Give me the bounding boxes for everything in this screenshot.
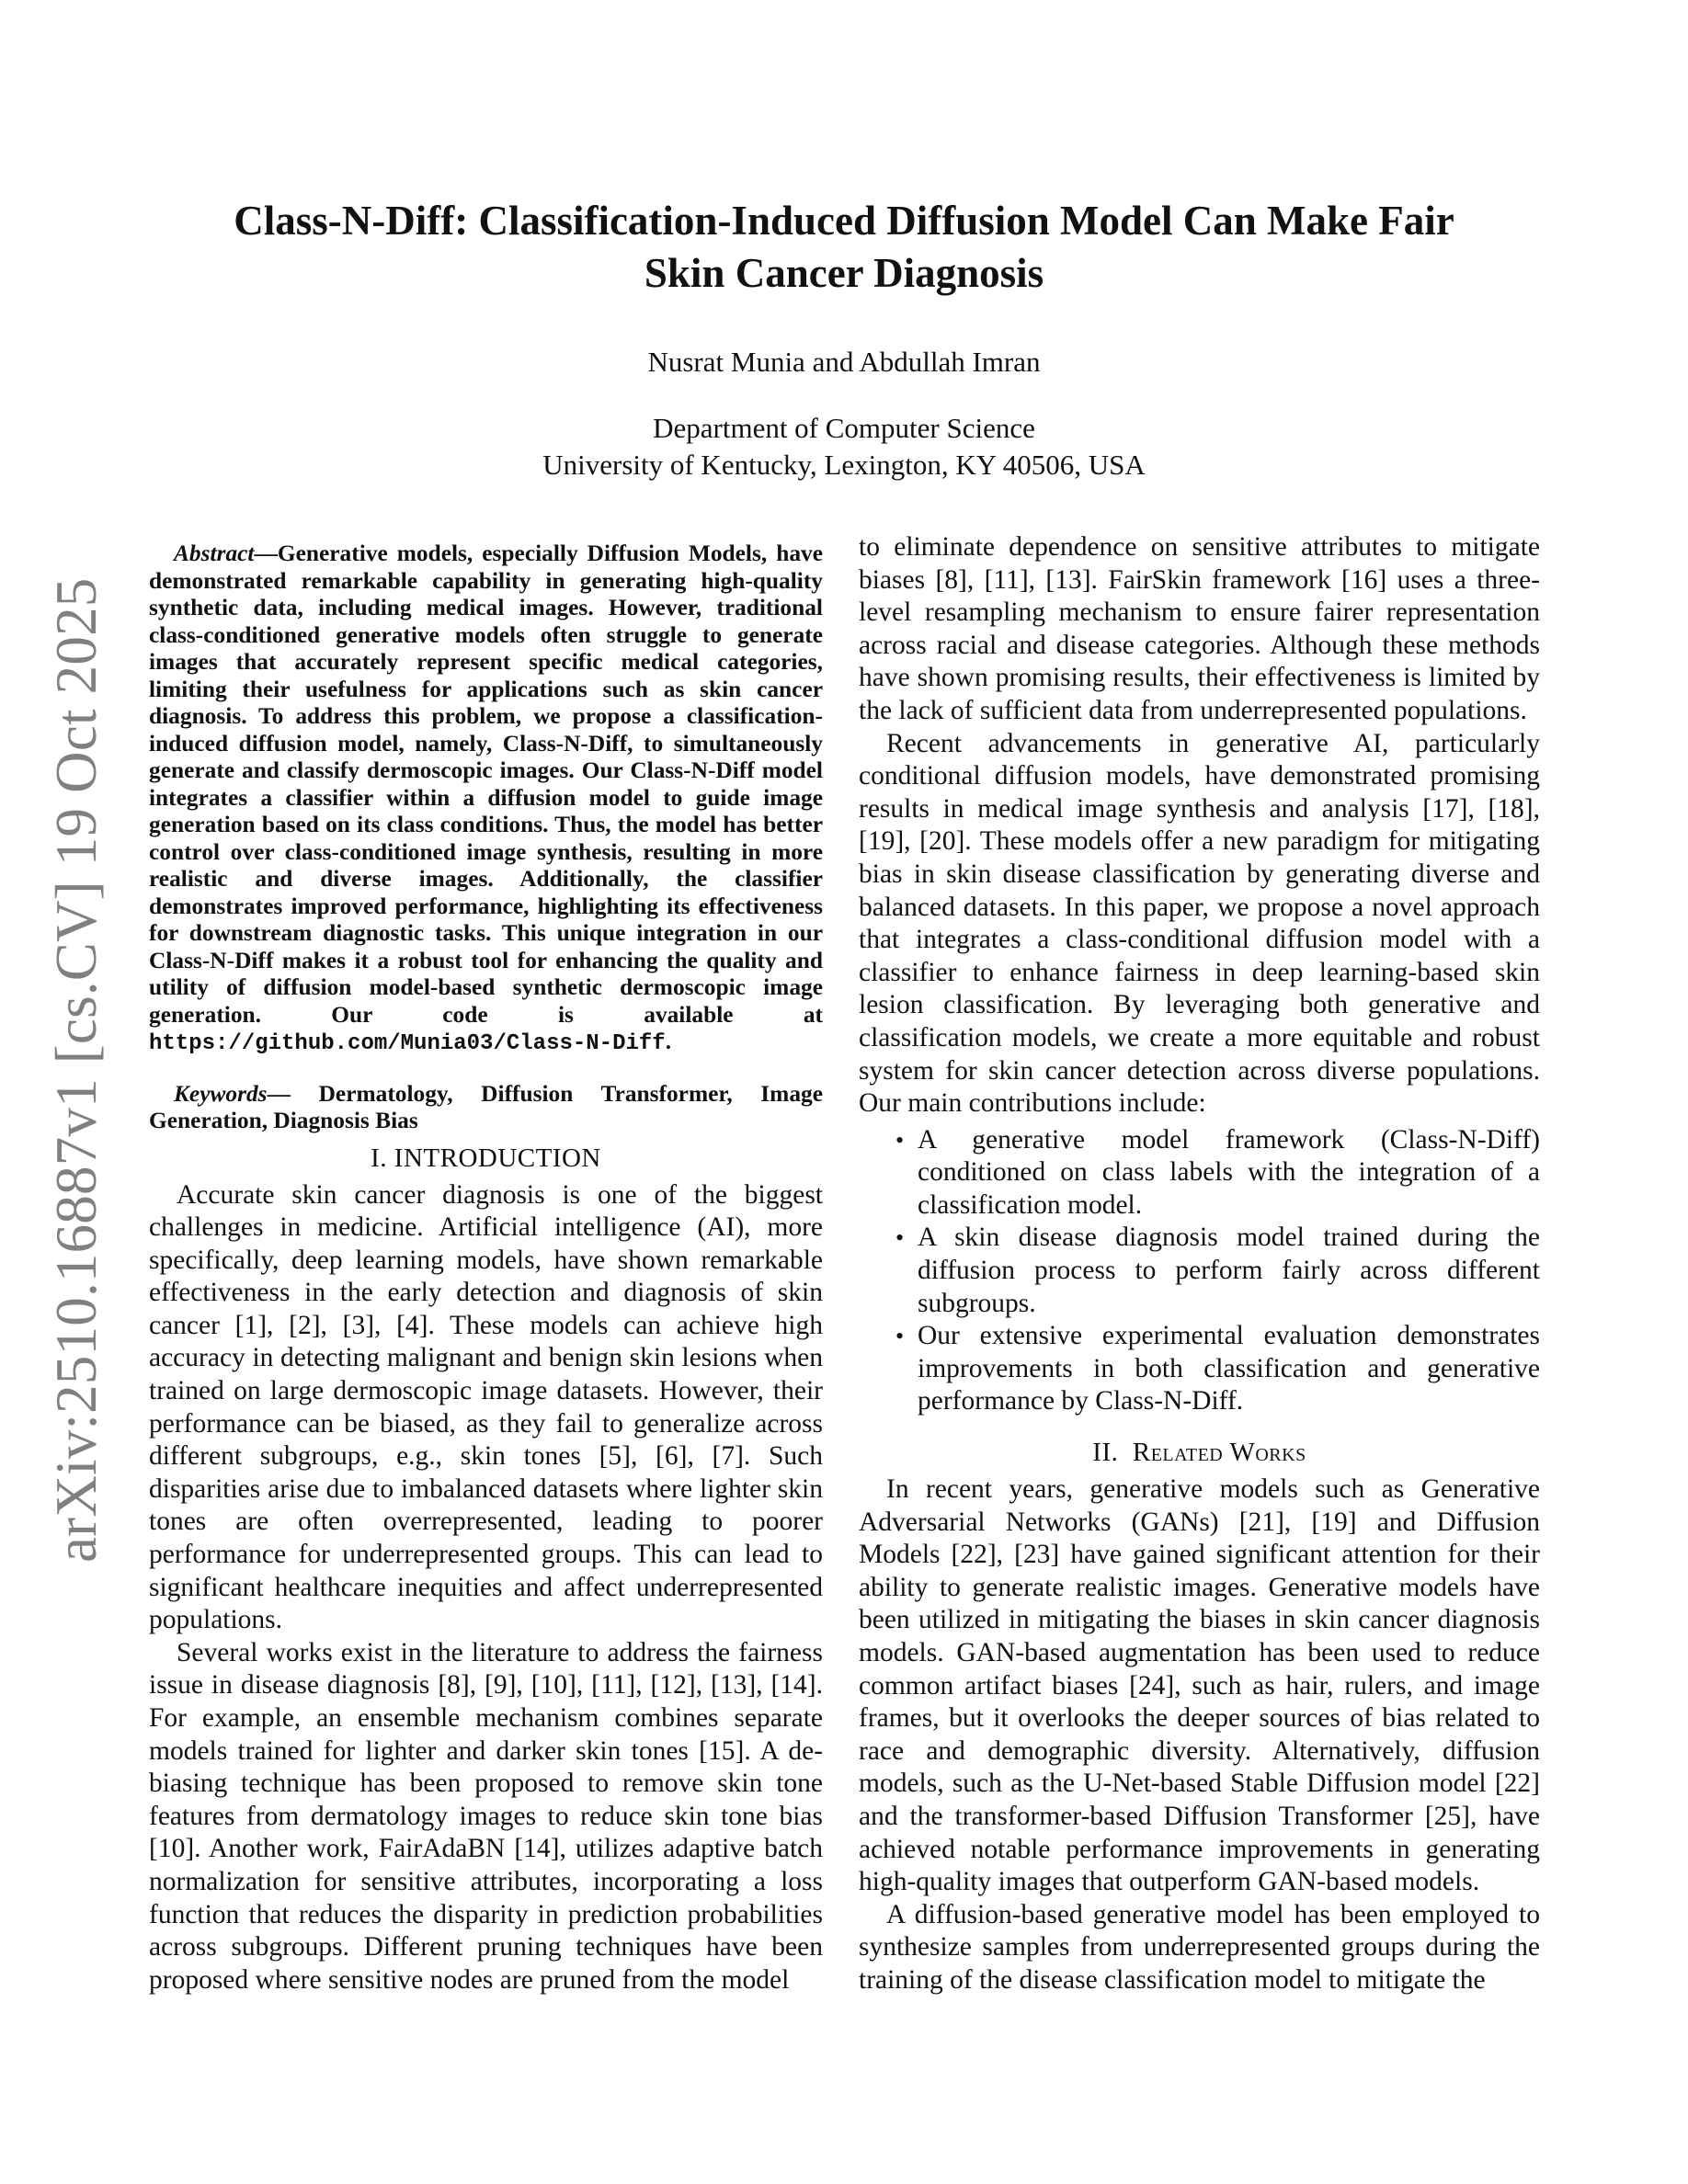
keywords-dash: — [267, 1080, 319, 1107]
intro-paragraph-3: Recent advancements in generative AI, particularly conditional diffusion models, have demonstrated promising results in medical image synthesis and analysis [17], [18], [19], [20]. These models offer a new paradigm for mitigating bias in skin disease classification by generating diverse and balanced datasets. In this paper, we propose a novel approach that integrates a class-conditional diffusion model with a classifier to enhance fairness in deep learning-based skin lesion classification. By leveraging both generative and classification models, we create a more equitable and robust system for skin cancer detection across diverse populations. Our main contributions include: [859, 728, 1540, 1119]
abstract-text: Generative models, especially Diffusion Models, have demonstrated remarkable capability in generating high-quality synthetic data, including medical images. However, traditional class-conditioned generative models often struggle to generate images that accurately represent specific medical categories, limiting their usefulness for applications such as skin cancer diagnosis. To address this problem, we propose a classification-induced diffusion model, namely, Class-N-Diff, to simultaneously generate and classify dermoscopic images. Our Class-N-Diff model integrates a classifier within a diffusion model to guide image generation based on its class conditions. Thus, the model has better control over class-conditioned image synthesis, resulting in more realistic and diverse images. Additionally, the classifier demonstrates improved performance, highlighting its effectiveness for downstream diagnostic tasks. This unique integration in our Class-N-Diff makes it a robust tool for enhancing the quality and utility of diffusion model-based synthetic dermoscopic image generation. Our code is available at [149, 540, 823, 1028]
authors: Nusrat Munia and Abdullah Imran [647, 346, 1041, 378]
paper-title [138, 195, 1550, 300]
section-number: II. [1092, 1438, 1119, 1468]
bullet-icon: • [895, 1323, 905, 1350]
bullet-icon: • [895, 1126, 905, 1154]
contribution-item: • A generative model framework (Class-N-Diff) conditioned on class labels with the integration of a classification model. [895, 1124, 1540, 1220]
affiliation [138, 410, 1550, 483]
department: Department of Computer Science [653, 412, 1035, 444]
abstract-label: Abstract [174, 540, 255, 566]
left-column [149, 540, 823, 1996]
keywords-text: Dermatology, Diffusion Transformer, Image Generation, Diagnosis Bias [149, 1080, 823, 1133]
abstract-dash: — [254, 540, 278, 566]
intro-paragraph-2: Several works exist in the literature to address the fairness issue in disease diagnosis [8], [9], [10], [11], [12], [13], [14]. For example, an ensemble mechanism combines separate models trained for lighter and darker skin tones [15]. A de-biasing technique has been proposed to remove skin tone features from dermatology images to reduce skin tone bias [10]. Another work, FairAdaBN [14], utilizes adaptive batch normalization for sensitive attributes, incorporating a loss function that reduces the disparity in prediction probabilities across subgroups. Different pruning techniques have been proposed where sensitive nodes are pruned from the model [149, 1637, 823, 1995]
bullet-icon: • [895, 1224, 905, 1252]
section-heading-related-works [859, 1437, 1540, 1468]
title-line-2: Skin Cancer Diagnosis [644, 250, 1044, 296]
section-title: Related Works [1132, 1438, 1306, 1468]
keywords [149, 1081, 823, 1135]
right-column [859, 531, 1540, 1997]
section-heading-introduction: I. INTRODUCTION [371, 1143, 601, 1173]
abstract-end: . [665, 1029, 672, 1054]
related-paragraph-2: A diffusion-based generative model has been employed to synthesize samples from underrepresented groups during the training of the disease classification model to mitigate the [859, 1899, 1540, 1995]
arxiv-side-stamp: arXiv:2510.16887v1 [cs.CV] 19 Oct 2025 [44, 577, 108, 1563]
intro-paragraph-1: Accurate skin cancer diagnosis is one of the biggest challenges in medicine. Artificial intelligence (AI), more specifically, deep learning models, have shown remarkable effectiveness in the early detection and diagnosis of skin cancer [1], [2], [3], [4]. These models can achieve high accuracy in detecting malignant and benign skin lesions when trained on large dermoscopic image datasets. However, their performance can be biased, as they fail to generalize across different subgroups, e.g., skin tones [5], [6], [7]. Such disparities arise due to imbalanced datasets where lighter skin tones are often overrepresented, leading to poorer performance for underrepresented groups. This can lead to significant healthcare inequities and affect underrepresented populations. [149, 1179, 823, 1635]
contribution-item: • Our extensive experimental evaluation demonstrates improvements in both classification and generative performance by Class-N-Diff. [895, 1321, 1540, 1416]
keywords-label: Keywords [174, 1080, 268, 1107]
contribution-item: • A skin disease diagnosis model trained during the diffusion process to perform fairly across different subgroups. [895, 1223, 1540, 1318]
title-line-1: Class-N-Diff: Classification-Induced Diffusion Model Can Make Fair [234, 198, 1454, 244]
code-link[interactable]: https://github.com/Munia03/Class-N-Diff [149, 1031, 666, 1056]
intro-paragraph-2-continued: to eliminate dependence on sensitive attributes to mitigate biases [8], [11], [13]. FairSkin framework [16] uses a three-level resampling mechanism to ensure fairer representation across racial and disease categories. Although these methods have shown promising results, their effectiveness is limited by the lack of sufficient data from underrepresented populations. [859, 532, 1540, 725]
university: University of Kentucky, Lexington, KY 40506, USA [542, 449, 1146, 481]
related-paragraph-1: In recent years, generative models such as Generative Adversarial Networks (GANs) [21], [19] and Diffusion Models [22], [23] have gained significant attention for their ability to generate realistic images. Generative models have been utilized in mitigating the biases in skin cancer diagnosis models. GAN-based augmentation has been used to reduce common artifact biases [24], such as hair, rulers, and image frames, but it overlooks the deeper sources of bias related to race and demographic diversity. Alternatively, diffusion models, such as the U-Net-based Stable Diffusion model [22] and the transformer-based Diffusion Transformer [25], have achieved notable performance improvements in generating high-quality images that outperform GAN-based models. [859, 1474, 1540, 1897]
abstract [149, 540, 823, 1058]
contributions-list [859, 1124, 1540, 1418]
